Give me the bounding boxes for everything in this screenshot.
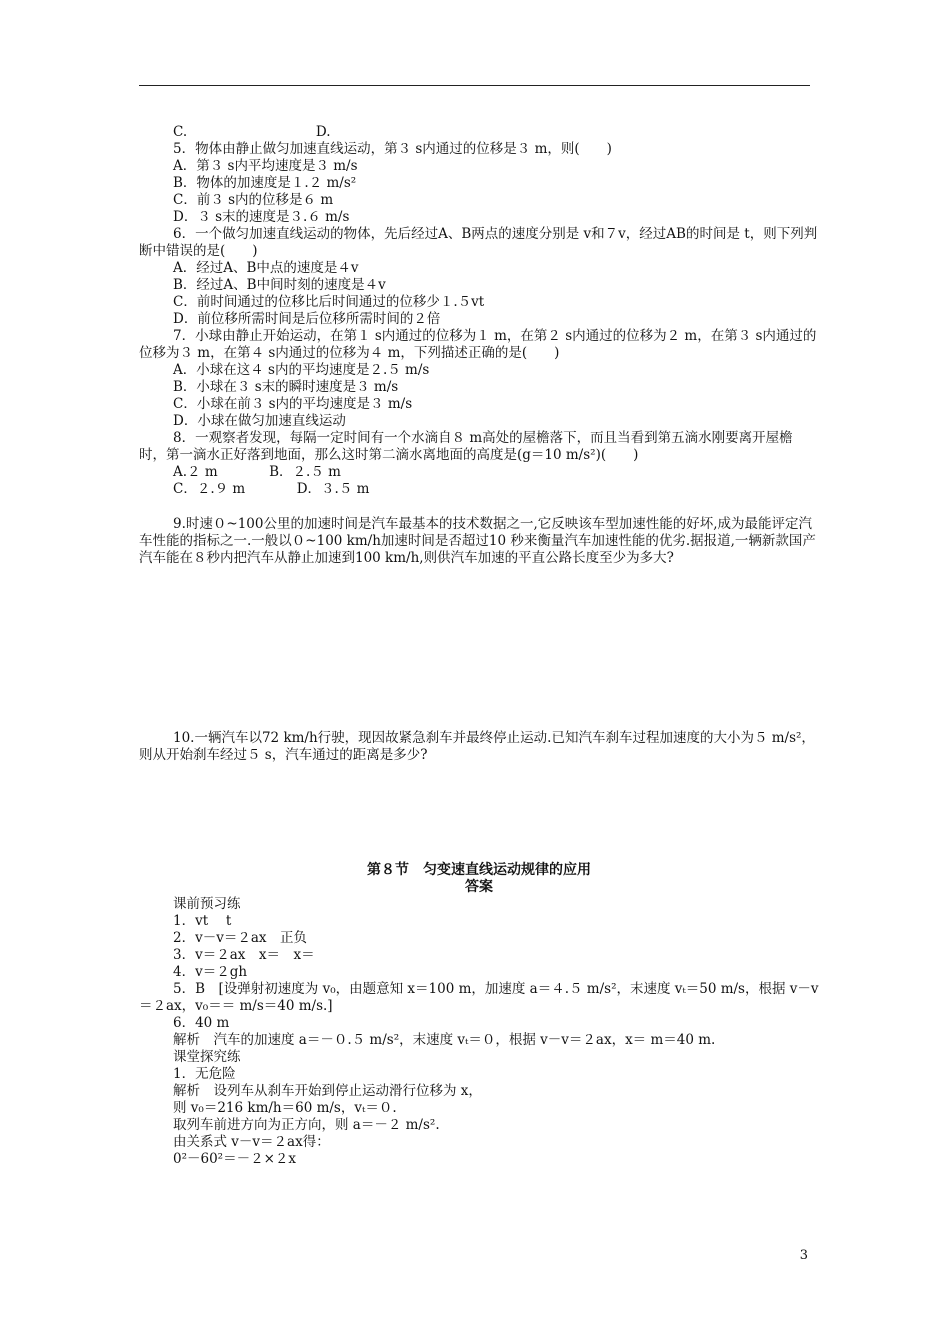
q5-option-c: C．前３ s内的位移是６ m <box>173 192 334 208</box>
q7-stem: 7．小球由静止开始运动，在第１ s内通过的位移为１ m，在第２ s内通过的位移为２ m，在第３ s内通过的位移为３ m，在第４ s内通过的位移为４ m，下列描述正确的是( ) <box>139 328 817 361</box>
q6-option-d: D．前位移所需时间是后位移所需时间的２倍 <box>173 311 441 327</box>
document-body <box>139 124 819 1168</box>
q8-stem: 8．一观察者发现，每隔一定时间有一个水滴自８ m高处的屋檐落下，而且当看到第五滴水刚要离开屋檐时，第一滴水正好落到地面，那么这时第二滴水离地面的高度是(g＝10 m/s²)( ) <box>139 430 793 463</box>
answer-line: 由关系式 v－v＝２ax得： <box>173 1134 330 1150</box>
q7-option-c: C．小球在前３ s内的平均速度是３ m/s <box>173 396 413 412</box>
answer-line: 课前预习练 <box>173 896 241 912</box>
answer-line: 4．v＝２gh <box>173 964 248 980</box>
answer-line: 解析 汽车的加速度 a＝－０.５ m/s²，末速度 vₜ＝０，根据 v－v＝２ax，x＝ m＝40 m. <box>173 1032 716 1048</box>
answer-line: 1．无危险 <box>173 1066 236 1082</box>
answer-line: 6．40 m <box>173 1015 230 1031</box>
q6-stem: 6．一个做匀加速直线运动的物体，先后经过A、B两点的速度分别是 v和７v，经过AB的时间是 t，则下列判断中错误的是( ) <box>139 226 818 259</box>
answer-line: 则 v₀＝216 km/h＝60 m/s，vₜ＝０. <box>173 1100 397 1116</box>
q8-options-ab: A.２ m B．２.５ m <box>173 464 341 480</box>
answer-line: 1．vt t <box>173 913 232 929</box>
q6-option-c: C．前时间通过的位移比后时间通过的位移少１.５vt <box>173 294 485 310</box>
q7-option-a: A．小球在这４ s内的平均速度是２.５ m/s <box>173 362 430 378</box>
section-title: 第８节 匀变速直线运动规律的应用 <box>367 862 591 878</box>
answer-line: 课堂探究练 <box>173 1049 241 1065</box>
q8-options-cd: C．２.９ m D．３.５ m <box>173 481 370 497</box>
q6-option-a: A．经过A、B中点的速度是４v <box>173 260 359 276</box>
answer-5: 5．B [设弹射初速度为 v₀，由题意知 x＝100 m，加速度 a＝４.５ m/s²，末速度 vₜ＝50 m/s，根据 v－v＝２ax，v₀＝＝ m/s＝40 m/s.] <box>139 981 819 1014</box>
q5-option-b: B．物体的加速度是１.２ m/s² <box>173 175 357 191</box>
header-rule <box>139 85 810 86</box>
q5-option-a: A．第３ s内平均速度是３ m/s <box>173 158 358 174</box>
q6-option-b: B．经过A、B中间时刻的速度是４v <box>173 277 386 293</box>
q9-stem: 9.时速０~100公里的加速时间是汽车最基本的技术数据之一,它反映该车型加速性能的好坏,成为最能评定汽车性能的指标之一.一般以０~100 km/h加速时间是否超过10 秒来衡量汽车加速性能的优劣.据报道,一辆新款国产汽车能在８秒内把汽车从静止加速到100 km/h,则供汽车加速的平直公路长度至少为多大? <box>139 516 816 566</box>
q5-stem: 5．物体由静止做匀加速直线运动，第３ s内通过的位移是３ m，则( ) <box>173 141 612 157</box>
q5-option-d: D．３ s末的速度是３.６ m/s <box>173 209 350 225</box>
q7-option-d: D．小球在做匀加速直线运动 <box>173 413 346 429</box>
answer-line: 3．v＝２ax x＝ x＝ <box>173 947 315 963</box>
q10-stem: 10.一辆汽车以72 km/h行驶，现因故紧急刹车并最终停止运动.已知汽车刹车过程加速度的大小为５ m/s²，则从开始刹车经过５ s，汽车通过的距离是多少? <box>139 730 815 763</box>
q7-option-b: B．小球在３ s末的瞬时速度是３ m/s <box>173 379 399 395</box>
answer-heading: 答案 <box>465 879 493 895</box>
page-number: 3 <box>799 1248 808 1263</box>
answer-line: 取列车前进方向为正方向，则 a＝－２ m/s². <box>173 1117 440 1133</box>
answer-line: 2．v－v＝２ax 正负 <box>173 930 308 946</box>
answer-line: 解析 设列车从刹车开始到停止运动滑行位移为 x， <box>173 1083 482 1099</box>
answer-line: 0²－60²＝－２×２x <box>173 1151 297 1167</box>
q4-options-cd: C. D. <box>173 124 331 140</box>
